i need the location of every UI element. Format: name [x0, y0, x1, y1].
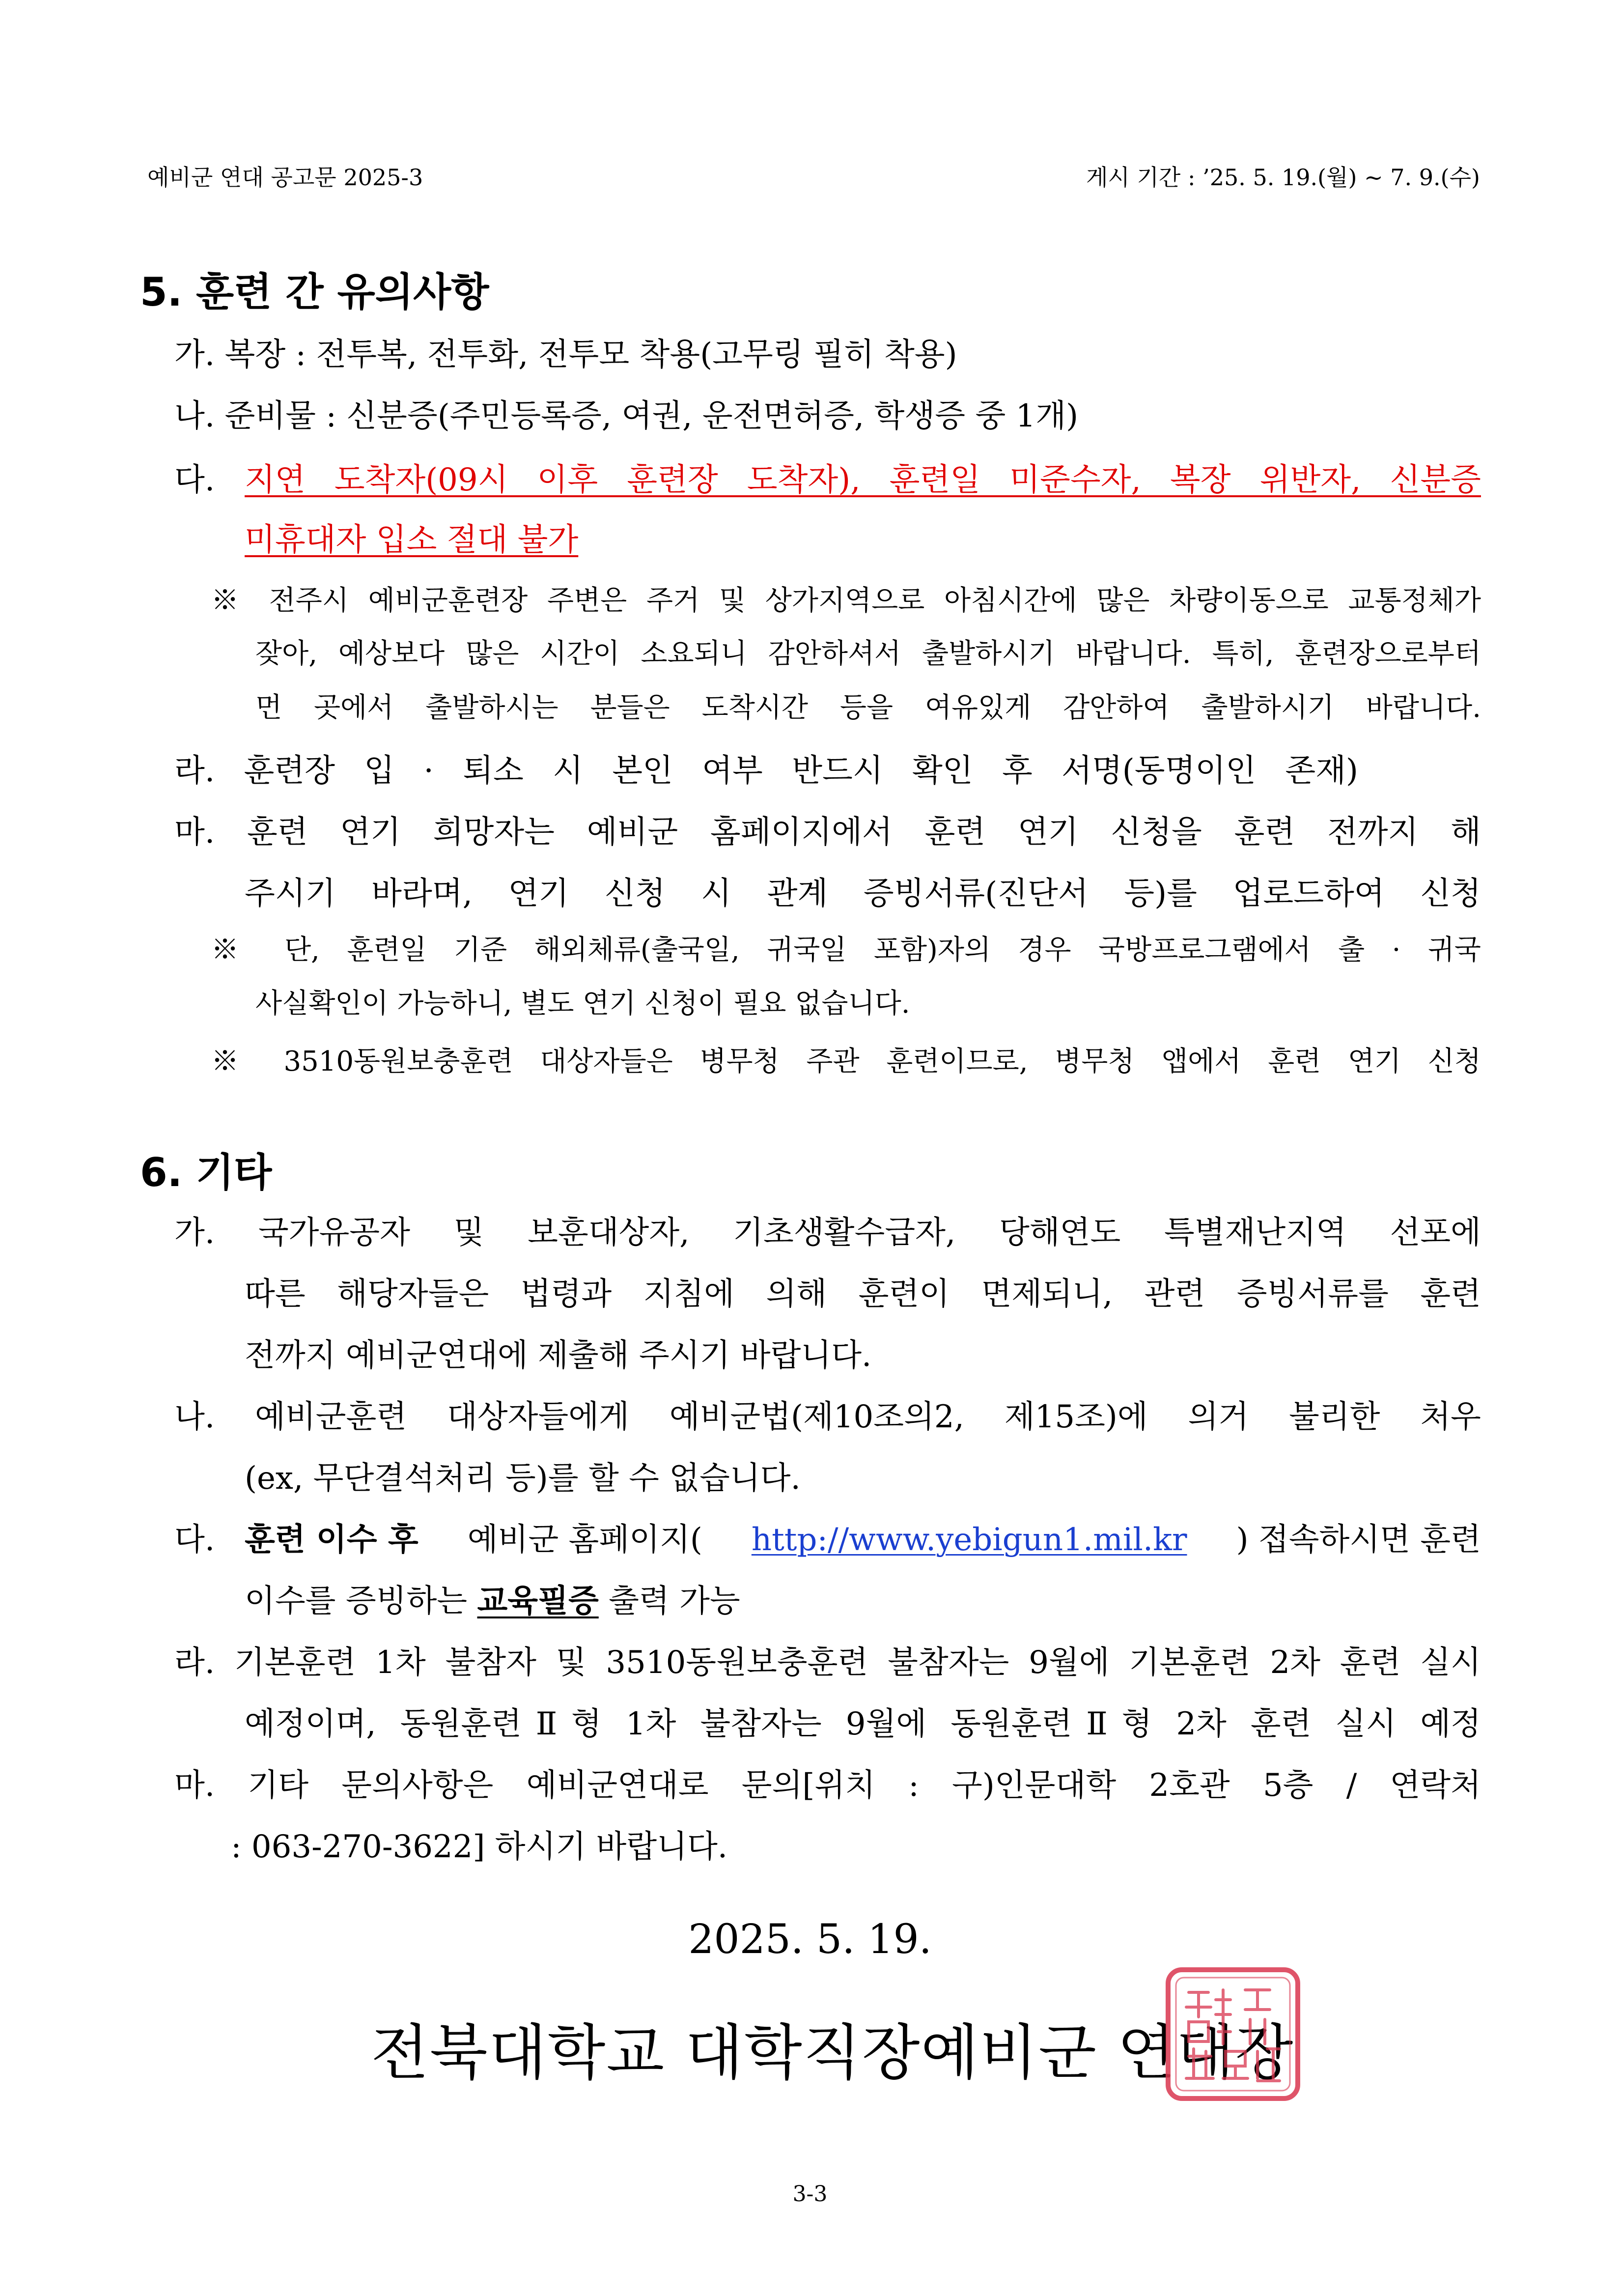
item-6-ma-line2: : 063-270-3622] 하시기 바랍니다.: [231, 1829, 728, 1865]
item-6-da-line1: [245, 1521, 1481, 1558]
certificate-label: 교육필증: [477, 1583, 599, 1619]
item-5-ma-line2: 주시기 바라며, 연기 신청 시 관계 증빙서류(진단서 등)를 업로드하여 신청: [245, 876, 1481, 912]
note-traffic-line1: ※ 전주시 예비군훈련장 주변은 주거 및 상가지역으로 아침시간에 많은 차량이동으로 교통정체가: [211, 585, 1481, 617]
section-5-title: 5. 훈련 간 유의사항: [140, 269, 489, 315]
homepage-link[interactable]: http://www.yebigun1.mil.kr: [751, 1522, 1187, 1558]
section-6-title: 6. 기타: [140, 1150, 272, 1195]
item-6-ga-line1: 가. 국가유공자 및 보훈대상자, 기초생활수급자, 당해연도 특별재난지역 선포에: [174, 1215, 1481, 1251]
homepage-text: 예비군 홈페이지(: [467, 1522, 702, 1558]
item-5-da-line2: 미휴대자 입소 절대 불가: [245, 522, 579, 558]
item-5-na: 나. 준비물 : 신분증(주민등록증, 여권, 운전면허증, 학생증 중 1개): [174, 398, 1079, 434]
certificate-text-start: 이수를 증빙하는: [245, 1583, 477, 1619]
item-5-ga: 가. 복장 : 전투복, 전투화, 전투모 착용(고무링 필히 착용): [174, 337, 957, 373]
note-overseas-line2: 사실확인이 가능하니, 별도 연기 신청이 필요 없습니다.: [255, 988, 910, 1020]
notice-number: 예비군 연대 공고문 2025-3: [147, 164, 423, 191]
item-6-da-line2: [245, 1583, 740, 1619]
item-6-ga-line2: 따른 해당자들은 법령과 지침에 의해 훈련이 면제되니, 관련 증빙서류를 훈련: [245, 1276, 1481, 1312]
certificate-text-end: 출력 가능: [598, 1583, 740, 1619]
item-6-ra-line2: 예정이며, 동원훈련Ⅱ형 1차 불참자는 9월에 동원훈련Ⅱ형 2차 훈련 실시 예정: [245, 1706, 1481, 1742]
note-3510: ※ 3510동원보충훈련 대상자들은 병무청 주관 훈련이므로, 병무청 앱에서 훈련 연기 신청: [211, 1046, 1481, 1077]
training-complete-label: 훈련 이수 후: [245, 1521, 419, 1558]
item-5-da-prefix: 다.: [174, 462, 215, 498]
item-5-ra: 라. 훈련장 입 · 퇴소 시 본인 여부 반드시 확인 후 서명(동명이인 존재): [174, 753, 1358, 789]
item-6-na-line2: (ex, 무단결석처리 등)를 할 수 없습니다.: [245, 1460, 801, 1497]
item-5-da-line1: 지연 도착자(09시 이후 훈련장 도착자), 훈련일 미준수자, 복장 위반자, 신분증: [245, 462, 1481, 498]
item-6-ma-line1: 마. 기타 문의사항은 예비군연대로 문의[위치 : 구)인문대학 2호관 5층 / 연락처: [174, 1767, 1481, 1804]
item-5-ma-line1: 마. 훈련 연기 희망자는 예비군 홈페이지에서 훈련 연기 신청을 훈련 전까지 해: [174, 814, 1481, 850]
note-traffic-line3: 먼 곳에서 출발하시는 분들은 도착시간 등을 여유있게 감안하여 출발하시기 바랍니다.: [255, 692, 1481, 724]
posting-period: 게시 기간 : ’25. 5. 19.(월) ~ 7. 9.(수): [1086, 164, 1480, 191]
item-6-na-line1: 나. 예비군훈련 대상자들에게 예비군법(제10조의2, 제15조)에 의거 불리한 처우: [174, 1399, 1481, 1435]
item-6-da-prefix: 다.: [174, 1522, 215, 1558]
signatory: 전북대학교 대학직장예비군 연대장: [371, 2018, 1294, 2088]
notice-date: 2025. 5. 19.: [688, 1916, 932, 1963]
item-6-ga-line3: 전까지 예비군연대에 제출해 주시기 바랍니다.: [245, 1337, 872, 1374]
note-overseas-line1: ※ 단, 훈련일 기준 해외체류(출국일, 귀국일 포함)자의 경우 국방프로그램에서 출 · 귀국: [211, 934, 1481, 966]
access-text: ) 접속하시면 훈련: [1236, 1522, 1481, 1558]
official-seal-icon: [1159, 1963, 1307, 2105]
item-6-ra-line1: 라. 기본훈련 1차 불참자 및 3510동원보충훈련 불참자는 9월에 기본훈련 2차 훈련 실시: [174, 1644, 1481, 1681]
note-traffic-line2: 잦아, 예상보다 많은 시간이 소요되니 감안하셔서 출발하시기 바랍니다. 특히, 훈련장으로부터: [255, 638, 1481, 670]
page-number: 3-3: [792, 2182, 828, 2207]
